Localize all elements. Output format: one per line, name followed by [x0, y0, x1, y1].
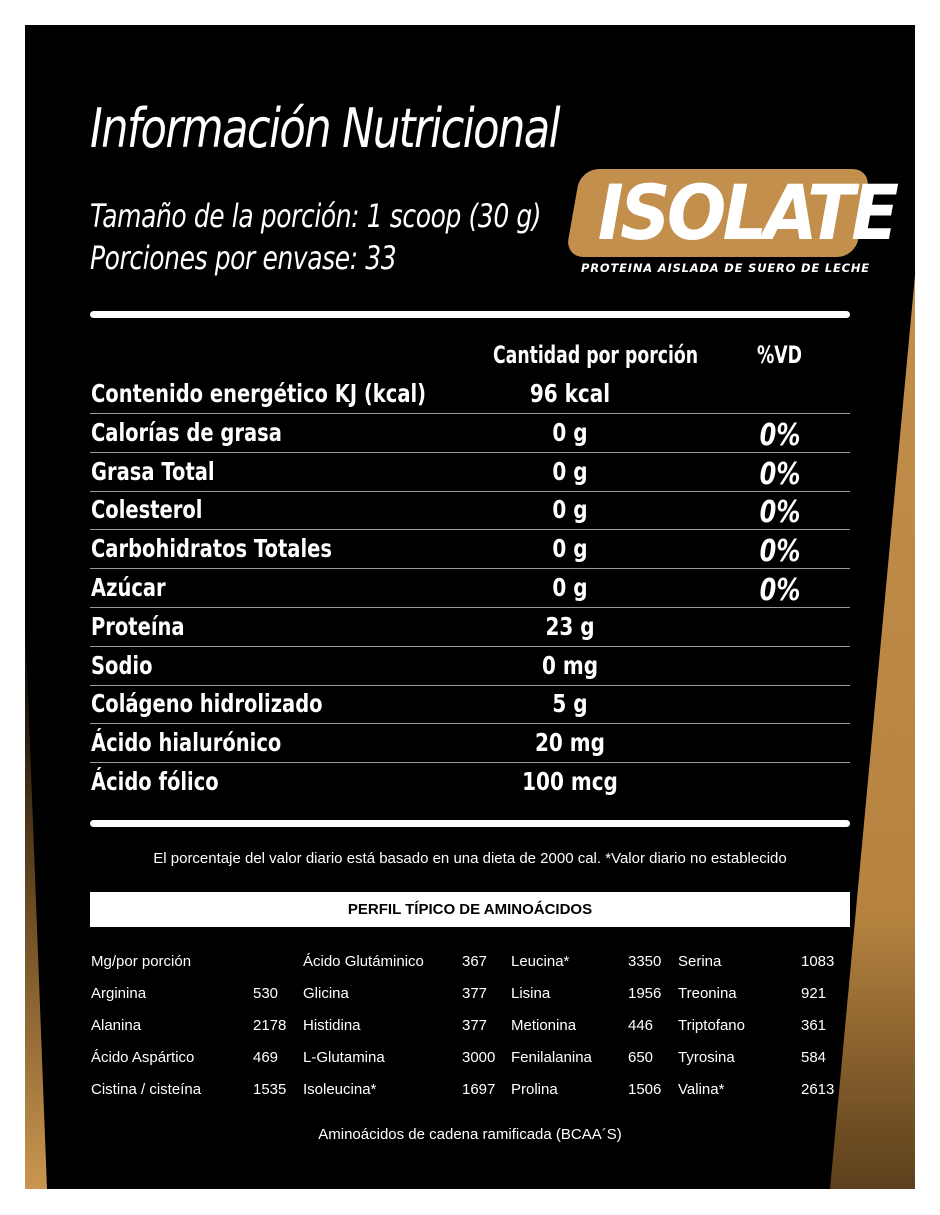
amino-name: Treonina	[678, 985, 737, 1002]
header-vd: %VD	[757, 341, 803, 369]
amino-name: Mg/por porción	[91, 953, 192, 970]
nutrient-label: Sodio	[91, 650, 153, 680]
nutrient-label: Azúcar	[91, 573, 166, 602]
nutrient-row	[90, 724, 850, 763]
amino-name: Prolina	[511, 1081, 558, 1098]
nutrient-row	[90, 608, 850, 647]
nutrient-vd: 0%	[759, 534, 801, 570]
amino-name: Histidina	[303, 1017, 361, 1034]
amino-name: Leucina*	[511, 953, 570, 970]
nutrient-amount: 0 mg	[541, 650, 599, 680]
label-panel	[25, 25, 915, 1189]
amino-value: 530	[253, 985, 279, 1002]
amino-name: Tyrosina	[678, 1049, 735, 1066]
amino-value: 367	[462, 953, 488, 970]
servings-per-container: Porciones por envase: 33	[90, 239, 397, 277]
isolate-logo	[573, 168, 896, 281]
amino-name: Isoleucina*	[303, 1081, 377, 1098]
amino-name: Metionina	[511, 1017, 577, 1034]
amino-value: 3000	[462, 1049, 496, 1066]
page-title: Información Nutricional	[90, 97, 560, 160]
amino-name: Valina*	[678, 1081, 725, 1098]
logo-word: ISOLATE	[597, 168, 896, 257]
nutrient-vd: 0%	[759, 495, 801, 531]
nutrient-row	[90, 569, 850, 608]
nutrient-vd: 0%	[759, 573, 801, 608]
amino-name: Ácido Glutáminico	[303, 953, 424, 970]
amino-value: 377	[462, 985, 488, 1002]
nutrient-amount: 5 g	[552, 689, 588, 719]
nutrient-amount: 0 g	[552, 456, 588, 486]
amino-name: Ácido Aspártico	[91, 1049, 195, 1066]
amino-value: 1083	[801, 953, 835, 970]
nutrient-label: Ácido hialurónico	[91, 728, 282, 758]
amino-name: Cistina / cisteína	[91, 1081, 202, 1098]
nutrient-row	[90, 453, 850, 492]
amino-value: 2613	[801, 1081, 835, 1098]
bottom-divider	[90, 820, 850, 827]
amino-name: Serina	[678, 953, 722, 970]
header-amount: Cantidad por porción	[493, 341, 699, 369]
nutrient-label: Colágeno hidrolizado	[91, 689, 323, 719]
amino-value: 377	[462, 1017, 488, 1034]
nutrient-row	[90, 491, 850, 530]
footnote: El porcentaje del valor diario está basado en una dieta de 2000 cal. *Valor diario no establecido	[153, 850, 787, 867]
amino-name: L-Glutamina	[303, 1049, 385, 1066]
amino-value: 1697	[462, 1081, 496, 1098]
amino-name: Fenilalanina	[511, 1049, 592, 1066]
nutrient-amount: 20 mg	[535, 728, 605, 758]
nutrient-label: Grasa Total	[91, 456, 215, 486]
amino-value: 446	[628, 1017, 654, 1034]
nutrient-row	[90, 530, 850, 569]
serving-info	[90, 195, 541, 279]
nutrient-label: Calorías de grasa	[91, 417, 282, 447]
logo-subtitle: PROTEINA AISLADA DE SUERO DE LECHE	[581, 261, 870, 275]
nutrient-amount: 100 mcg	[522, 767, 618, 796]
nutrient-label: Colesterol	[91, 495, 203, 525]
nutrient-amount: 0 g	[552, 495, 588, 525]
top-divider	[90, 311, 850, 318]
amino-value: 361	[801, 1017, 827, 1034]
amino-section-title: PERFIL TÍPICO DE AMINOÁCIDOS	[90, 892, 850, 927]
nutrient-amount: 0 g	[552, 417, 588, 447]
nutrient-vd: 0%	[759, 456, 801, 492]
nutrient-label: Ácido fólico	[91, 767, 219, 796]
nutrient-row	[90, 375, 850, 414]
nutrient-label: Contenido energético KJ (kcal)	[91, 379, 427, 408]
nutrient-label: Carbohidratos Totales	[91, 534, 332, 564]
amino-value: 1535	[253, 1081, 287, 1098]
bcaa-note: Aminoácidos de cadena ramificada (BCAA´S)	[318, 1126, 622, 1143]
amino-name: Triptofano	[678, 1017, 745, 1034]
nutrient-row	[90, 685, 850, 724]
amino-name: Alanina	[91, 1017, 142, 1034]
amino-value: 1506	[628, 1081, 662, 1098]
nutrient-amount: 23 g	[545, 611, 595, 641]
nutrient-amount: 0 g	[552, 534, 588, 564]
amino-name: Arginina	[91, 985, 147, 1002]
serving-size: Tamaño de la porción: 1 scoop (30 g)	[90, 197, 542, 235]
nutrient-row	[90, 647, 850, 686]
amino-value: 469	[253, 1049, 279, 1066]
amino-name: Glicina	[303, 985, 349, 1002]
amino-value: 3350	[628, 953, 662, 970]
nutrient-amount: 96 kcal	[529, 379, 611, 408]
amino-value: 1956	[628, 985, 662, 1002]
amino-value: 2178	[253, 1017, 287, 1034]
nutrient-label: Proteína	[91, 611, 185, 641]
amino-value: 921	[801, 985, 827, 1002]
nutrient-row	[90, 414, 850, 453]
nutrient-vd: 0%	[759, 417, 801, 453]
nutrient-amount: 0 g	[552, 573, 588, 602]
amino-value: 650	[628, 1049, 654, 1066]
nutrient-row	[90, 763, 850, 801]
amino-value: 584	[801, 1049, 827, 1066]
amino-name: Lisina	[511, 985, 551, 1002]
